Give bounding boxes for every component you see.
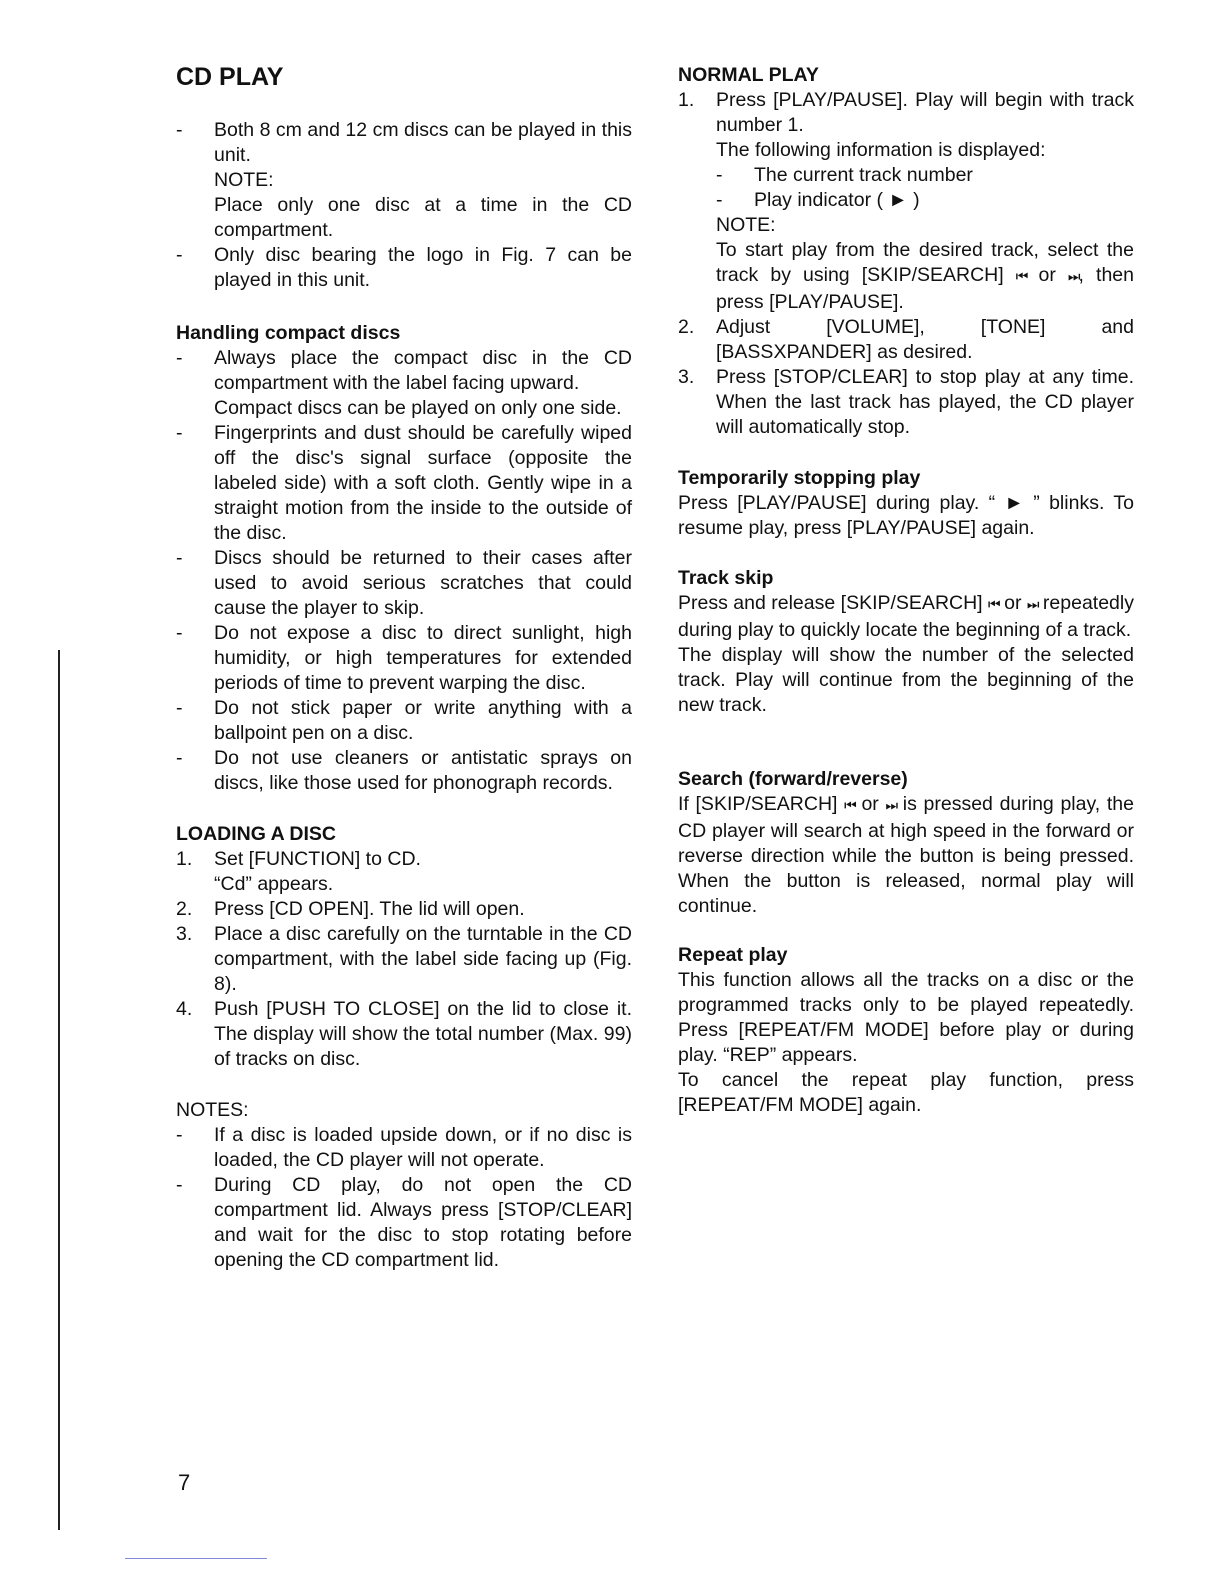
paragraph: Press [PLAY/PAUSE] during play. “ ► ” blinks. To resume play, press [PLAY/PAUSE] again. [678,492,1134,539]
section-heading: Search (forward/reverse) [678,768,908,790]
section-heading: Track skip [678,567,774,589]
step-text: Press [CD OPEN]. The lid will open. [214,898,525,920]
bullet-marker: - [176,119,183,141]
text-part: or [998,592,1027,614]
sub-item [716,163,1134,188]
step-number: 4. [176,998,193,1020]
note-label: NOTE: [716,214,776,236]
item-text: Place only one disc at a time in the CD compartment. [214,194,632,241]
skip-forward-icon: ⏭ [885,798,897,814]
scan-margin-line [58,650,60,1530]
page-number: 7 [178,1470,191,1495]
repeat-section [678,943,1134,1118]
normal-play-section [678,63,1134,440]
paragraph [678,792,1134,919]
step-item [176,897,632,922]
section-heading: Repeat play [678,944,788,966]
item-text: Fingerprints and dust should be carefully wiped off the disc's signal surface (opposite the labeled side) with a soft cloth. Gently wipe in a straight motion from the inside to the outside of the disc. [214,422,632,544]
paragraph: The display will show the number of the selected track. Play will continue from the beginning of the new track. [678,644,1134,716]
item-text: Do not use cleaners or antistatic sprays on discs, like those used for phonograph records. [214,747,632,794]
step-text: Place a disc carefully on the turntable in the CD compartment, with the label side facing up (Fig. 8). [214,923,632,995]
list-item [176,1173,632,1273]
bullet-marker: - [176,347,183,369]
item-text: Only disc bearing the logo in Fig. 7 can be played in this unit. [214,244,632,291]
text-part: is pressed during play, the CD player will search at high speed in the forward or reverse direction while the button is being pressed. When the button is released, normal play will continue. [678,793,1134,917]
bullet-marker: - [176,547,183,569]
step-number: 3. [678,366,695,388]
item-text: Discs should be returned to their cases after used to avoid serious scratches that could cause the player to skip. [214,547,632,619]
section-heading: Temporarily stopping play [678,467,921,489]
list-item [176,746,632,796]
temp-stop-section [678,466,1134,541]
list-item [176,346,632,421]
step-item [176,847,632,897]
bullet-marker: - [716,164,723,186]
note-text-part: To start play from the desired track, select the track by using [SKIP/SEARCH] [716,239,1134,286]
text-part: repeatedly during play to quickly locate the beginning of a track. [678,592,1134,641]
step-number: 3. [176,923,193,945]
item-text: Both 8 cm and 12 cm discs can be played in this unit. [214,119,632,166]
bullet-marker: - [176,747,183,769]
text-part: Press and release [SKIP/SEARCH] [678,592,989,614]
step-text: Adjust [VOLUME], [TONE] and [BASSXPANDER] as desired. [716,316,1134,363]
footer-rule [125,1558,267,1559]
list-item [176,118,632,243]
item-text: If a disc is loaded upside down, or if no disc is loaded, the CD player will not operate. [214,1124,632,1171]
notes-heading: NOTES: [176,1099,249,1121]
skip-forward-icon: ⏭ [1026,597,1038,613]
skip-back-icon: ⏮ [988,597,999,613]
step-item [176,997,632,1072]
item-text: During CD play, do not open the CD compartment lid. Always press [STOP/CLEAR] and wait for the disc to stop rotating before opening the CD compartment lid. [214,1174,632,1271]
sub-item-text: Play indicator ( ► ) [754,189,920,211]
list-item [176,243,632,293]
sub-item [716,188,1134,213]
skip-back-icon: ⏮ [844,798,855,814]
paragraph: To cancel the repeat play function, press [REPEAT/FM MODE] again. [678,1069,1134,1116]
step-item [176,922,632,997]
sub-item-text: The current track number [754,164,973,186]
skip-forward-icon: ⏭ [1067,269,1079,285]
list-item [176,696,632,746]
handling-section [176,321,632,796]
search-section [678,767,1134,919]
step-number: 1. [678,89,695,111]
step-item [678,88,1134,315]
item-text: Do not stick paper or write anything with a ballpoint pen on a disc. [214,697,632,744]
list-item [176,621,632,696]
note-text-part: , then press [PLAY/PAUSE]. [716,264,1134,313]
step-number: 1. [176,848,193,870]
notes-section [176,1098,632,1273]
note-text [716,238,1134,315]
paragraph [678,591,1134,643]
step-item [678,315,1134,365]
track-skip-section [678,566,1134,718]
bullet-marker: - [716,189,723,211]
step-number: 2. [176,898,193,920]
item-text: Do not expose a disc to direct sunlight, high humidity, or high temperatures for extended periods of time to prevent warping the disc. [214,622,632,694]
bullet-marker: - [176,422,183,444]
bullet-marker: - [176,622,183,644]
item-text: Always place the compact disc in the CD compartment with the label facing upward. [214,347,632,394]
bullet-marker: - [176,1124,183,1146]
text-part: or [854,793,886,815]
bullet-marker: - [176,1174,183,1196]
section-heading: NORMAL PLAY [678,64,819,86]
bullet-marker: - [176,244,183,266]
page-title: CD PLAY [176,63,284,91]
note-text-part: or [1026,264,1068,286]
step-text: The following information is displayed: [716,139,1046,161]
section-heading: Handling compact discs [176,322,401,344]
skip-back-icon: ⏮ [1015,269,1027,285]
item-text: Compact discs can be played on only one side. [214,397,622,419]
step-text: Press [STOP/CLEAR] to stop play at any time. When the last track has played, the CD player will automatically stop. [716,366,1134,438]
list-item [176,546,632,621]
text-part: If [SKIP/SEARCH] [678,793,845,815]
note-label: NOTE: [214,169,274,191]
step-text: “Cd” appears. [214,873,334,895]
step-text: Press [PLAY/PAUSE]. Play will begin with track number 1. [716,89,1134,136]
list-item [176,1123,632,1173]
step-text: Push [PUSH TO CLOSE] on the lid to close it. The display will show the total number (Max. 99) of tracks on disc. [214,998,632,1070]
step-item [678,365,1134,440]
bullet-marker: - [176,697,183,719]
intro-list [176,118,632,293]
list-item [176,421,632,546]
loading-section [176,822,632,1072]
step-text: Set [FUNCTION] to CD. [214,848,421,870]
section-heading: LOADING A DISC [176,823,336,845]
step-number: 2. [678,316,695,338]
paragraph: This function allows all the tracks on a disc or the programmed tracks only to be played repeatedly. Press [REPEAT/FM MODE] before play or during play. “REP” appears. [678,969,1134,1066]
